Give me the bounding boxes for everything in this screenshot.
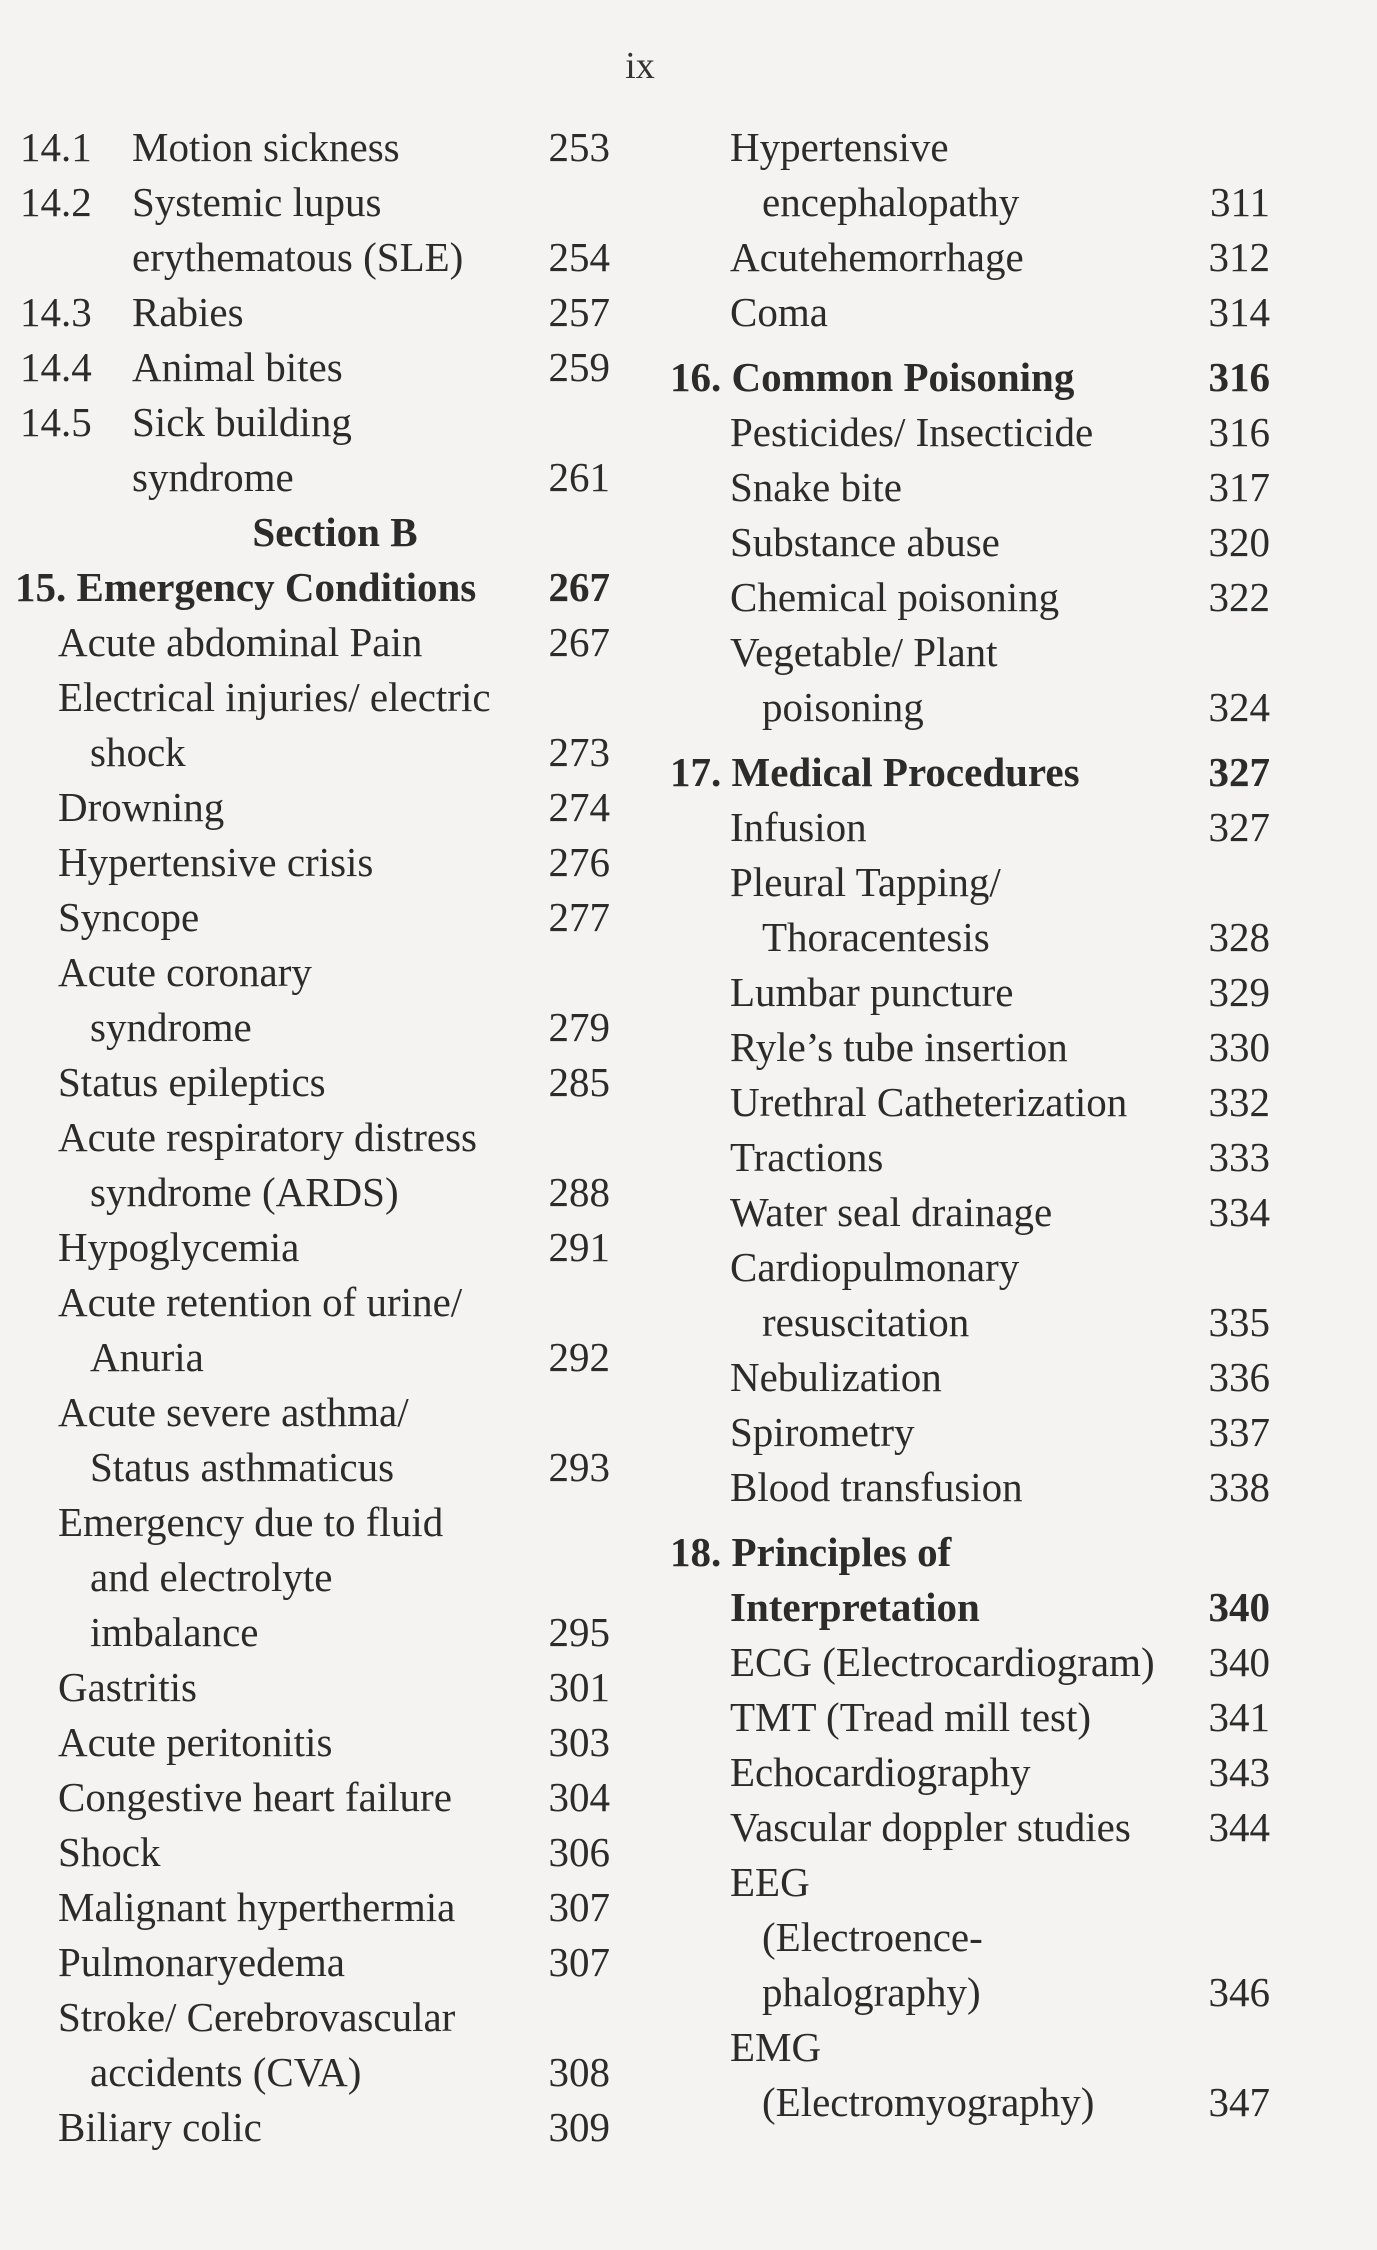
toc-entry[interactable]	[730, 285, 1270, 340]
entry-title: Gastritis	[58, 1664, 197, 1710]
toc-entry[interactable]	[58, 1110, 610, 1165]
section-heading	[20, 505, 610, 560]
toc-entry[interactable]	[58, 1935, 610, 1990]
entry-title: Acute abdominal Pain	[58, 619, 423, 665]
entry-page: 332	[1208, 1079, 1270, 1125]
toc-entry[interactable]	[20, 230, 610, 285]
chapter-page: 316	[1208, 354, 1270, 400]
toc-entry[interactable]	[58, 1715, 610, 1770]
entry-number: 14.5	[20, 399, 92, 445]
entry-label	[20, 285, 244, 340]
entry-number: 14.1	[20, 124, 92, 170]
toc-entry[interactable]	[730, 855, 1270, 910]
entry-title: Infusion	[730, 804, 867, 850]
entry-title: EMG	[730, 2024, 822, 2070]
entry-title: poisoning	[762, 684, 924, 730]
entry-label	[20, 230, 463, 285]
toc-entry[interactable]	[730, 910, 1270, 965]
entry-title: Shock	[58, 1829, 161, 1875]
entry-page: 267	[548, 619, 610, 665]
toc-entry[interactable]	[58, 1880, 610, 1935]
entry-title: Thoracentesis	[762, 914, 990, 960]
toc-entry[interactable]	[58, 1770, 610, 1825]
entry-page: 308	[548, 2049, 610, 2095]
entry-page: 301	[548, 1664, 610, 1710]
toc-entry[interactable]	[730, 1635, 1270, 1690]
entry-page: 334	[1208, 1189, 1270, 1235]
toc-entry[interactable]	[730, 460, 1270, 515]
toc-entry[interactable]	[58, 1825, 610, 1880]
toc-entry[interactable]	[58, 1275, 610, 1330]
entry-title: Stroke/ Cerebrovascular	[58, 1994, 456, 2040]
chapter-page: 327	[1208, 749, 1270, 795]
entry-title: Nebulization	[730, 1354, 942, 1400]
toc-entry[interactable]	[58, 780, 610, 835]
toc-entry[interactable]	[58, 1055, 610, 1110]
toc-entry[interactable]	[730, 1690, 1270, 1745]
entry-label	[20, 340, 343, 395]
entry-title: Drowning	[58, 784, 225, 830]
entry-page: 253	[548, 124, 610, 170]
chapter-title: 15. Emergency Conditions	[15, 564, 477, 610]
entry-title: Vascular doppler studies	[730, 1804, 1131, 1850]
toc-entry[interactable]	[730, 570, 1270, 625]
entry-title: syndrome	[132, 454, 294, 500]
toc-entry[interactable]	[58, 670, 610, 725]
entry-title: Urethral Catheterization	[730, 1079, 1128, 1125]
entry-title: Water seal drainage	[730, 1189, 1053, 1235]
entry-page: 304	[548, 1774, 610, 1820]
entry-number: 14.2	[20, 179, 92, 225]
entry-title: Echocardiography	[730, 1749, 1031, 1795]
entry-title: Biliary colic	[58, 2104, 262, 2150]
entry-title: Vegetable/ Plant	[730, 629, 998, 675]
entry-title: (Electroence-	[762, 1914, 983, 1960]
toc-entry[interactable]	[730, 1075, 1270, 1130]
entry-title: Acute respiratory distress	[58, 1114, 477, 1160]
entry-page: 257	[548, 289, 610, 335]
toc-entry[interactable]	[730, 800, 1270, 855]
entry-title: Hypertensive crisis	[58, 839, 374, 885]
entry-title: encephalopathy	[762, 179, 1020, 225]
entry-title: Motion sickness	[132, 124, 400, 170]
toc-entry[interactable]	[730, 1185, 1270, 1240]
chapter-17-entries	[670, 800, 1270, 1515]
chapter-title-cont: Interpretation	[730, 1584, 980, 1630]
entry-label	[20, 395, 352, 450]
chapter-page: 340	[1208, 1584, 1270, 1630]
toc-entry[interactable]	[58, 945, 610, 1000]
toc-entry[interactable]	[730, 1460, 1270, 1515]
toc-entry[interactable]	[730, 1405, 1270, 1460]
entry-title: Tractions	[730, 1134, 884, 1180]
toc-entry[interactable]	[58, 1495, 610, 1550]
toc-entry[interactable]	[58, 1990, 610, 2045]
toc-entry[interactable]	[730, 405, 1270, 460]
toc-entry[interactable]	[58, 1165, 610, 1220]
toc-entry[interactable]	[20, 285, 610, 340]
entry-page: 303	[548, 1719, 610, 1765]
chapter-title: 18. Principles of	[670, 1529, 952, 1575]
entry-title: Acute peritonitis	[58, 1719, 333, 1765]
entry-title: TMT (Tread mill test)	[730, 1694, 1092, 1740]
entry-title: Acute coronary	[58, 949, 312, 995]
entry-label	[20, 450, 294, 505]
entry-title: Malignant hyperthermia	[58, 1884, 456, 1930]
chapter-page: 267	[548, 564, 610, 610]
entry-title: Animal bites	[132, 344, 343, 390]
entry-label	[20, 175, 381, 230]
entry-page: 285	[548, 1059, 610, 1105]
entry-page: 254	[548, 234, 610, 280]
entry-page: 338	[1208, 1464, 1270, 1510]
toc-entry[interactable]	[58, 2100, 610, 2155]
entry-page: 307	[548, 1884, 610, 1930]
toc-entry[interactable]	[58, 1330, 610, 1385]
entry-title: Coma	[730, 289, 828, 335]
toc-entry[interactable]	[58, 1550, 610, 1605]
entry-page: 306	[548, 1829, 610, 1875]
toc-entry[interactable]	[58, 1000, 610, 1055]
toc-entry[interactable]	[58, 615, 610, 670]
toc-entry[interactable]	[730, 965, 1270, 1020]
toc-entry[interactable]	[730, 2075, 1270, 2130]
entry-page: 277	[548, 894, 610, 940]
entry-title: Pleural Tapping/	[730, 859, 1001, 905]
entry-page: 288	[548, 1169, 610, 1215]
toc-entry[interactable]	[730, 230, 1270, 285]
entry-title: Pulmonaryedema	[58, 1939, 345, 1985]
entry-page: 328	[1208, 914, 1270, 960]
toc-entry[interactable]	[58, 1220, 610, 1275]
chapter-15-heading[interactable]	[15, 560, 610, 615]
entry-page: 343	[1208, 1749, 1270, 1795]
entry-title: Anuria	[90, 1334, 204, 1380]
chapter-18-entries	[670, 1635, 1270, 2130]
entry-title: Acutehemorrhage	[730, 234, 1024, 280]
toc-right-column	[670, 120, 1270, 2130]
entry-title: Acute severe asthma/	[58, 1389, 409, 1435]
chapter-18-heading-cont[interactable]	[670, 1580, 1270, 1635]
entry-page: 292	[548, 1334, 610, 1380]
entry-title: Spirometry	[730, 1409, 915, 1455]
toc-entry[interactable]	[730, 1965, 1270, 2020]
entry-page: 340	[1208, 1639, 1270, 1685]
entry-title: (Electromyography)	[762, 2079, 1095, 2125]
entry-title: Blood transfusion	[730, 1464, 1023, 1510]
toc-entry[interactable]	[730, 515, 1270, 570]
entry-title: imbalance	[90, 1609, 259, 1655]
page-number: ix	[625, 45, 655, 87]
entry-page: 311	[1210, 179, 1270, 225]
entry-number: 14.4	[20, 344, 92, 390]
entry-title: Acute retention of urine/	[58, 1279, 463, 1325]
chapter-14-entries	[20, 120, 610, 505]
entry-title: Hypertensive	[730, 124, 949, 170]
chapter-18-heading[interactable]	[670, 1525, 1270, 1580]
entry-page: 314	[1208, 289, 1270, 335]
entry-title: resuscitation	[762, 1299, 970, 1345]
entry-page: 309	[548, 2104, 610, 2150]
entry-title: and electrolyte	[90, 1554, 333, 1600]
entry-page: 293	[548, 1444, 610, 1490]
toc-entry[interactable]	[20, 395, 610, 450]
toc-entry[interactable]	[58, 835, 610, 890]
toc-entry[interactable]	[730, 625, 1270, 680]
toc-entry[interactable]	[730, 175, 1270, 230]
toc-entry[interactable]	[58, 1440, 610, 1495]
entry-page: 320	[1208, 519, 1270, 565]
chapter-17-heading[interactable]	[670, 745, 1270, 800]
section-title: Section B	[252, 509, 418, 555]
entry-title: Emergency due to fluid	[58, 1499, 444, 1545]
entry-title: Pesticides/ Insecticide	[730, 409, 1094, 455]
chapter-title: 16. Common Poisoning	[670, 354, 1075, 400]
toc-entry[interactable]	[58, 1385, 610, 1440]
entry-title: EEG	[730, 1859, 810, 1905]
entry-page: 317	[1208, 464, 1270, 510]
entry-title: Ryle’s tube insertion	[730, 1024, 1068, 1070]
entry-page: 333	[1208, 1134, 1270, 1180]
entry-page: 273	[548, 729, 610, 775]
chapter-16-heading[interactable]	[670, 350, 1270, 405]
entry-label	[20, 120, 400, 175]
toc-entry[interactable]	[20, 450, 610, 505]
entry-title: phalography)	[762, 1969, 981, 2015]
entry-page: 259	[548, 344, 610, 390]
entry-page: 261	[548, 454, 610, 500]
toc-entry[interactable]	[730, 1020, 1270, 1075]
entry-page: 337	[1208, 1409, 1270, 1455]
entry-page: 279	[548, 1004, 610, 1050]
entry-title: syndrome	[90, 1004, 252, 1050]
toc-entry[interactable]	[730, 1910, 1270, 1965]
entry-title: Lumbar puncture	[730, 969, 1014, 1015]
entry-title: Sick building	[132, 399, 352, 445]
chapter-16-entries	[670, 405, 1270, 735]
toc-entry[interactable]	[730, 1295, 1270, 1350]
toc-entry[interactable]	[58, 2045, 610, 2100]
toc-entry[interactable]	[730, 2020, 1270, 2075]
toc-entry[interactable]	[730, 1350, 1270, 1405]
entry-title: Status epileptics	[58, 1059, 326, 1105]
entry-page: 330	[1208, 1024, 1270, 1070]
entry-page: 346	[1208, 1969, 1270, 2015]
toc-entry[interactable]	[20, 120, 610, 175]
toc-left-column	[15, 120, 610, 2155]
entry-title: Systemic lupus	[132, 179, 382, 225]
entry-page: 316	[1208, 409, 1270, 455]
chapter-title: 17. Medical Procedures	[670, 749, 1080, 795]
toc-entry[interactable]	[730, 1745, 1270, 1800]
entry-title: erythematous (SLE)	[132, 234, 464, 280]
toc-entry[interactable]	[730, 1855, 1270, 1910]
toc-entry[interactable]	[730, 1130, 1270, 1185]
entry-page: 327	[1208, 804, 1270, 850]
toc-entry[interactable]	[730, 680, 1270, 735]
entry-title: Syncope	[58, 894, 200, 940]
entry-title: Status asthmaticus	[90, 1444, 395, 1490]
toc-entry[interactable]	[58, 1660, 610, 1715]
entry-page: 276	[548, 839, 610, 885]
entry-page: 347	[1208, 2079, 1270, 2125]
entry-title: Congestive heart failure	[58, 1774, 452, 1820]
toc-entry[interactable]	[20, 175, 610, 230]
entry-title: Snake bite	[730, 464, 902, 510]
toc-entry[interactable]	[58, 725, 610, 780]
entry-page: 274	[548, 784, 610, 830]
entry-page: 324	[1208, 684, 1270, 730]
chapter-15-entries	[20, 615, 610, 2155]
entry-title: Chemical poisoning	[730, 574, 1060, 620]
entry-title: Substance abuse	[730, 519, 1000, 565]
entry-title: shock	[90, 729, 186, 775]
entry-title: Rabies	[132, 289, 244, 335]
entry-title: accidents (CVA)	[90, 2049, 362, 2095]
toc-entry[interactable]	[58, 1605, 610, 1660]
entry-page: 295	[548, 1609, 610, 1655]
entry-title: Electrical injuries/ electric	[58, 674, 491, 720]
entry-page: 335	[1208, 1299, 1270, 1345]
entry-page: 307	[548, 1939, 610, 1985]
toc-entry[interactable]	[730, 1240, 1270, 1295]
entry-page: 322	[1208, 574, 1270, 620]
toc-entry[interactable]	[20, 340, 610, 395]
entry-title: Cardiopulmonary	[730, 1244, 1020, 1290]
entry-title: ECG (Electrocardiogram)	[730, 1639, 1155, 1685]
entry-page: 341	[1208, 1694, 1270, 1740]
entry-page: 291	[548, 1224, 610, 1270]
toc-entry[interactable]	[730, 120, 1270, 175]
toc-entry[interactable]	[58, 890, 610, 945]
toc-entry[interactable]	[730, 1800, 1270, 1855]
entry-page: 336	[1208, 1354, 1270, 1400]
entry-page: 329	[1208, 969, 1270, 1015]
entry-title: Hypoglycemia	[58, 1224, 300, 1270]
entry-title: syndrome (ARDS)	[90, 1169, 399, 1215]
entry-page: 312	[1208, 234, 1270, 280]
chapter-15-continued-entries	[670, 120, 1270, 340]
entry-page: 344	[1208, 1804, 1270, 1850]
entry-number: 14.3	[20, 289, 92, 335]
